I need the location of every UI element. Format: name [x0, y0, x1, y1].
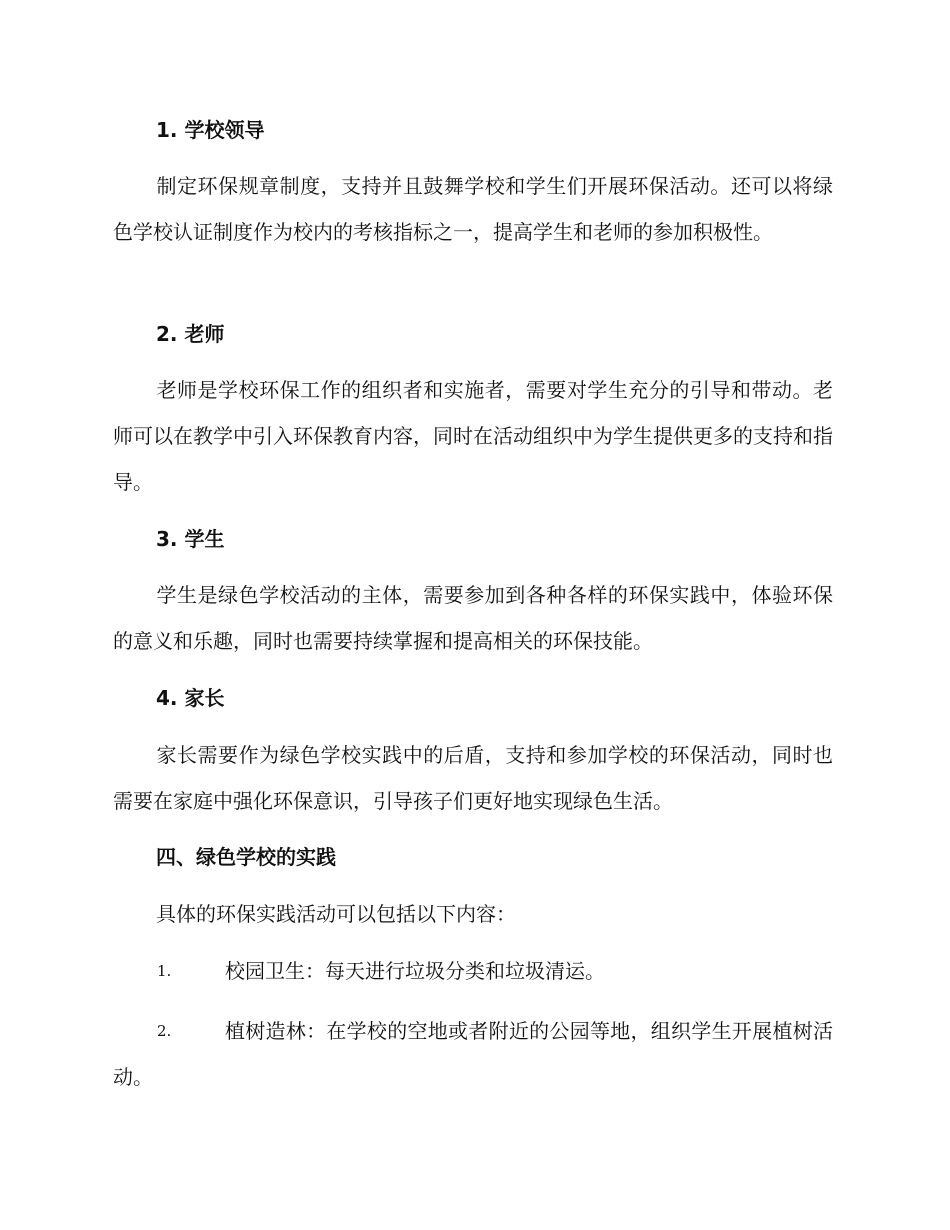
- section-heading-parents: 4. 家长: [156, 686, 225, 710]
- list-item: [113, 948, 833, 994]
- section-body-text: 学生是绿色学校活动的主体，需要参加到各种各样的环保实践中，体验环保的意义和乐趣，同时也需要持续掌握和提高相关的环保技能。: [113, 583, 833, 653]
- list-item-number: 1.: [157, 962, 172, 980]
- section-heading-teachers: 2. 老师: [156, 322, 225, 346]
- list-item-text: 植树造林：在学校的空地或者附近的公园等地，组织学生开展植树活动。: [113, 1019, 833, 1089]
- section-body-school-leadership: [113, 163, 833, 255]
- section-heading-school-leadership: 1. 学校领导: [156, 118, 265, 142]
- section-body-text: 家长需要作为绿色学校实践中的后盾，支持和参加学校的环保活动，同时也需要在家庭中强化环保意识，引导孩子们更好地实现绿色生活。: [113, 743, 833, 813]
- list-item-text: 校园卫生：每天进行垃圾分类和垃圾清运。: [225, 959, 605, 983]
- list-item: [113, 1008, 833, 1100]
- section-body-students: [113, 572, 833, 664]
- section-body-text: 制定环保规章制度，支持并且鼓舞学校和学生们开展环保活动。还可以将绿色学校认证制度作为校内的考核指标之一，提高学生和老师的参加积极性。: [113, 174, 833, 244]
- list-item-number: 2.: [157, 1022, 172, 1040]
- section-body-teachers: [113, 367, 833, 505]
- section-heading-practice: 四、绿色学校的实践: [156, 845, 336, 869]
- section-heading-students: 3. 学生: [156, 527, 225, 551]
- section-body-parents: [113, 732, 833, 824]
- practice-intro: [113, 891, 833, 937]
- section-body-text: 老师是学校环保工作的组织者和实施者，需要对学生充分的引导和带动。老师可以在教学中引入环保教育内容，同时在活动组织中为学生提供更多的支持和指导。: [113, 378, 833, 494]
- practice-intro-text: 具体的环保实践活动可以包括以下内容：: [156, 902, 516, 926]
